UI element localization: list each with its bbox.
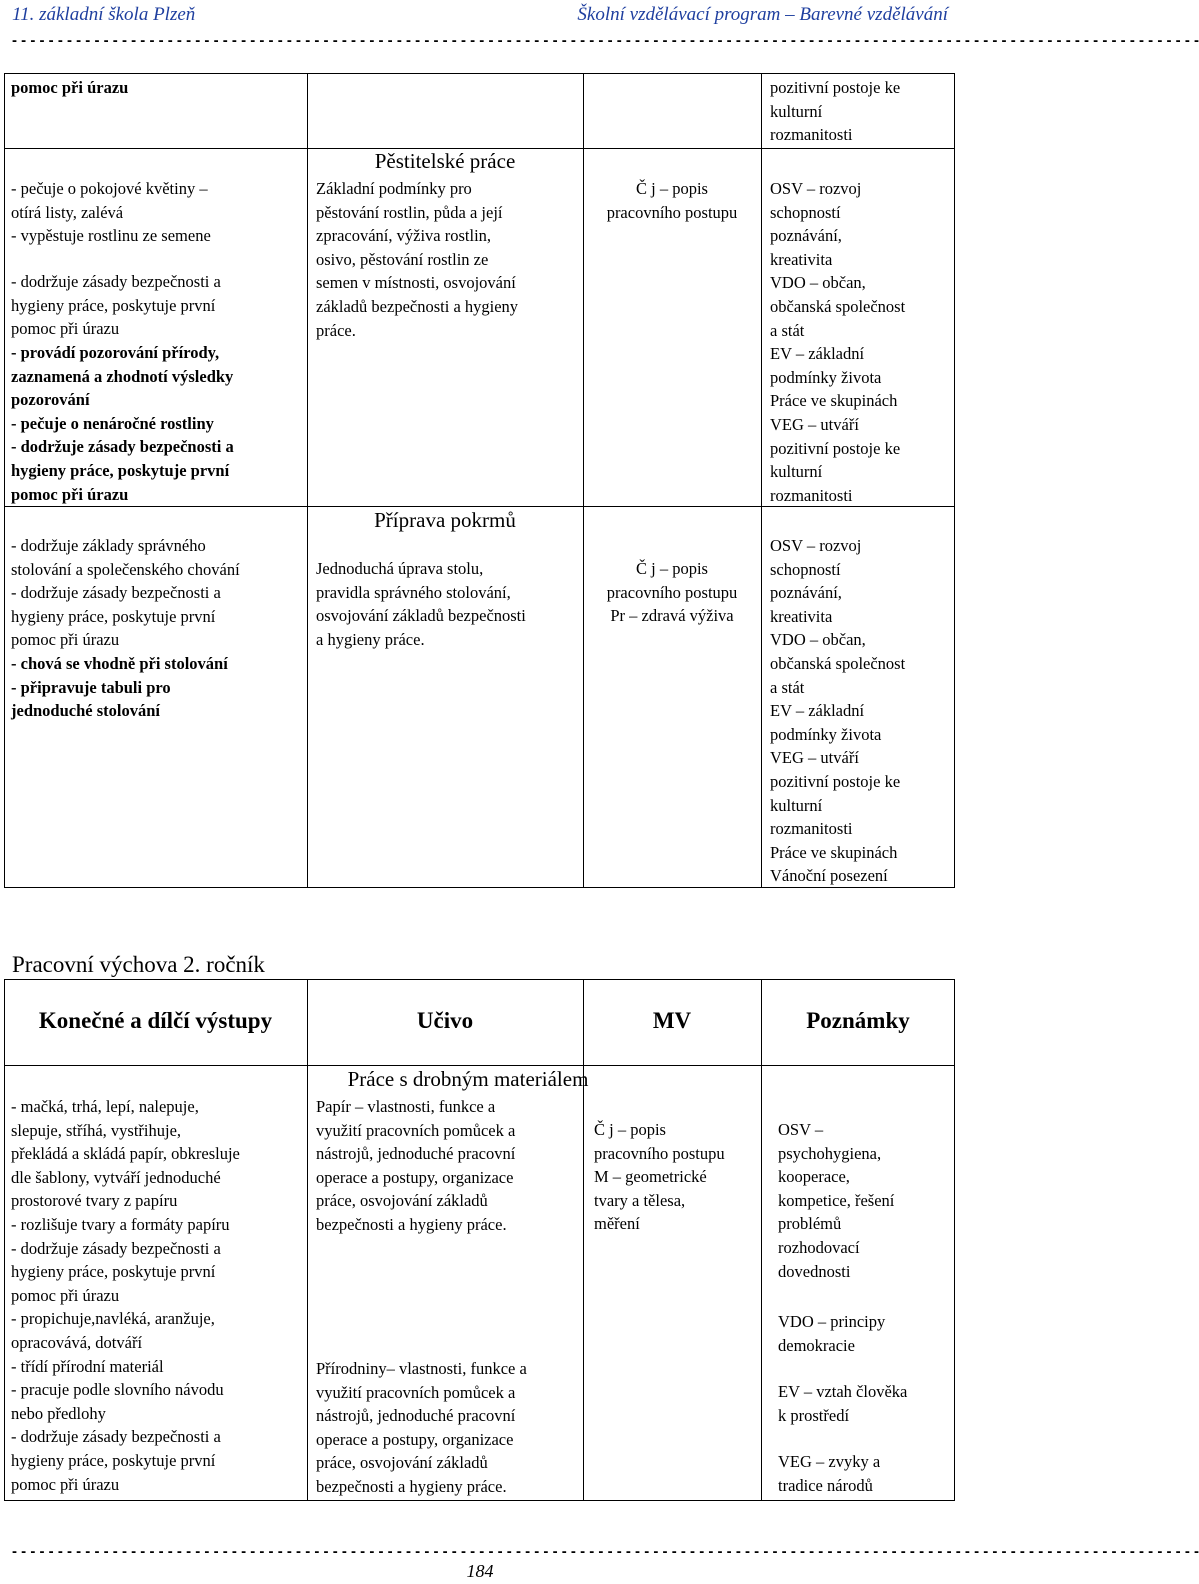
section-title-text: Pracovní výchova 2. ročník: [12, 952, 265, 977]
table2-col-divider-2: [583, 979, 584, 1501]
table2-col-divider-1: [307, 979, 308, 1501]
table1-row1-notes: OSV – rozvoj schopností poznávání, kreativita VDO – občan, občanská společnost a stát EV – základní podmínky života Práce ve skupinách VEG – utváří pozitivní postoje ke kulturní rozmanitosti: [770, 179, 906, 505]
table1-col-divider-1: [307, 73, 308, 888]
table2-curriculum-natural: Přírodniny– vlastnosti, funkce a využití pracovních pomůcek a nástrojů, jednoduché pracovní operace a postupy, organizace práce, osvojování základů bezpečnosti a hygieny práce.: [316, 1359, 527, 1496]
table1-row1-cross-topics: Č j – popis pracovního postupu: [606, 179, 738, 222]
section-title-grade-2: [12, 952, 265, 978]
program-name: Školní vzdělávací program – Barevné vzdělávání: [577, 4, 948, 25]
table2-header-divider: [4, 1065, 955, 1066]
table2-notes-veg: VEG – zvyky a tradice národů: [778, 1452, 881, 1495]
footer-separator: - - - - - - - - - - - - - - - - - - - - - - - - - - - - - - - - - - - - - - - - - - - - - - - - - - - - - - - - - - - - - - - - - - - - - - - - - - - - - - - - - - - - - - - - - - - - - - - - - - - - - - - - - - - - - - - - - - - - - - - - - - - - - - - - - -: [12, 1543, 1199, 1560]
table2-notes-ev: EV – vztah člověka k prostředí: [778, 1382, 908, 1425]
table1-row2-cross-topics: Č j – popis pracovního postupu Pr – zdravá výživa: [606, 559, 738, 626]
table2-notes-vdo: VDO – principy demokracie: [778, 1312, 886, 1355]
page-number: 184: [466, 1561, 494, 1581]
table2-outcomes: - mačká, trhá, lepí, nalepuje, slepuje, stříhá, vystřihuje, překládá a skládá papír, obkresluje dle šablony, vytváří jednoduché prostorové tvary z papíru - rozlišuje tvary a formáty papíru - dodržuje zásady bezpečnosti a hygieny práce, poskytuje první pomoc při úrazu - propichuje,navléká, aranžuje, opracovává, dotváří - třídí přírodní materiál - pracuje podle slovního návodu nebo předlohy - dodržuje zásady bezpečnosti a hygieny práce, poskytuje první pomoc při úrazu: [11, 1097, 240, 1494]
column-header-curriculum: Učivo: [416, 1008, 474, 1033]
table1-row1-outcome-regular-b: - dodržuje zásady bezpečnosti a hygieny práce, poskytuje první pomoc při úrazu: [11, 272, 221, 339]
section-heading-priprava-pokrmu: Příprava pokrmů: [374, 508, 516, 532]
table1-row2-outcome-regular: - dodržuje základy správného stolování a společenského chování - dodržuje zásady bezpečnosti a hygieny práce, poskytuje první pomoc při úrazu: [11, 536, 240, 650]
section-heading-drobny-material: Práce s drobným materiálem: [347, 1067, 589, 1091]
table1-row1-outcome-regular-a: - pečuje o pokojové květiny – otírá listy, zalévá - vypěstuje rostlinu ze semene: [11, 179, 211, 246]
table1-row2-curriculum: Jednoduchá úprava stolu, pravidla správného stolování, osvojování základů bezpečnosti a hygieny práce.: [316, 559, 526, 649]
table2-cross-topics: Č j – popis pracovního postupu M – geometrické tvary a tělesa, měření: [594, 1120, 725, 1234]
table2-notes-osv: OSV – psychohygiena, kooperace, kompetice, řešení problémů rozhodovací dovednosti: [778, 1120, 895, 1281]
table1-row0-notes: pozitivní postoje ke kulturní rozmanitosti: [770, 78, 901, 145]
table1-row1-curriculum: Základní podmínky pro pěstování rostlin, půda a její zpracování, výživa rostlin, osivo, pěstování rostlin ze semen v místnosti, osvojování základů bezpečnosti a hygieny práce.: [316, 179, 519, 340]
section-heading-pestitelske-prace: Pěstitelské práce: [374, 149, 516, 173]
table2-col-divider-3: [761, 979, 762, 1501]
table1-row1-outcome-bold: - provádí pozorování přírody, zaznamená a zhodnotí výsledky pozorování - pečuje o nenáročné rostliny - dodržuje zásady bezpečnosti a hygieny práce, poskytuje první pomoc při úrazu: [11, 343, 234, 504]
table1-col-divider-3: [761, 73, 762, 888]
column-header-notes: Poznámky: [806, 1008, 910, 1033]
school-name: 11. základní škola Plzeň: [12, 4, 196, 25]
column-header-outcomes: Konečné a dílčí výstupy: [38, 1008, 273, 1033]
table1-row0-outcome: pomoc při úrazu: [11, 78, 129, 97]
header-separator: - - - - - - - - - - - - - - - - - - - - - - - - - - - - - - - - - - - - - - - - - - - - - - - - - - - - - - - - - - - - - - - - - - - - - - - - - - - - - - - - - - - - - - - - - - - - - - - - - - - - - - - - - - - - - - - - - - - - - - - - - - - - - - - - - -: [12, 32, 1199, 49]
table1-row2-notes: OSV – rozvoj schopností poznávání, kreativita VDO – občan, občanská společnost a stát EV – základní podmínky života VEG – utváří pozitivní postoje ke kulturní rozmanitosti Práce ve skupinách Vánoční posezení: [770, 536, 906, 886]
table1-col-divider-2: [583, 73, 584, 888]
column-header-cross-topics: MV: [652, 1008, 692, 1033]
table2-curriculum-paper: Papír – vlastnosti, funkce a využití pracovních pomůcek a nástrojů, jednoduché pracovní operace a postupy, organizace práce, osvojování základů bezpečnosti a hygieny práce.: [316, 1097, 516, 1234]
page-header: [12, 0, 948, 30]
table1-row2-outcome-bold: - chová se vhodně při stolování - připravuje tabuli pro jednoduché stolování: [11, 654, 228, 721]
